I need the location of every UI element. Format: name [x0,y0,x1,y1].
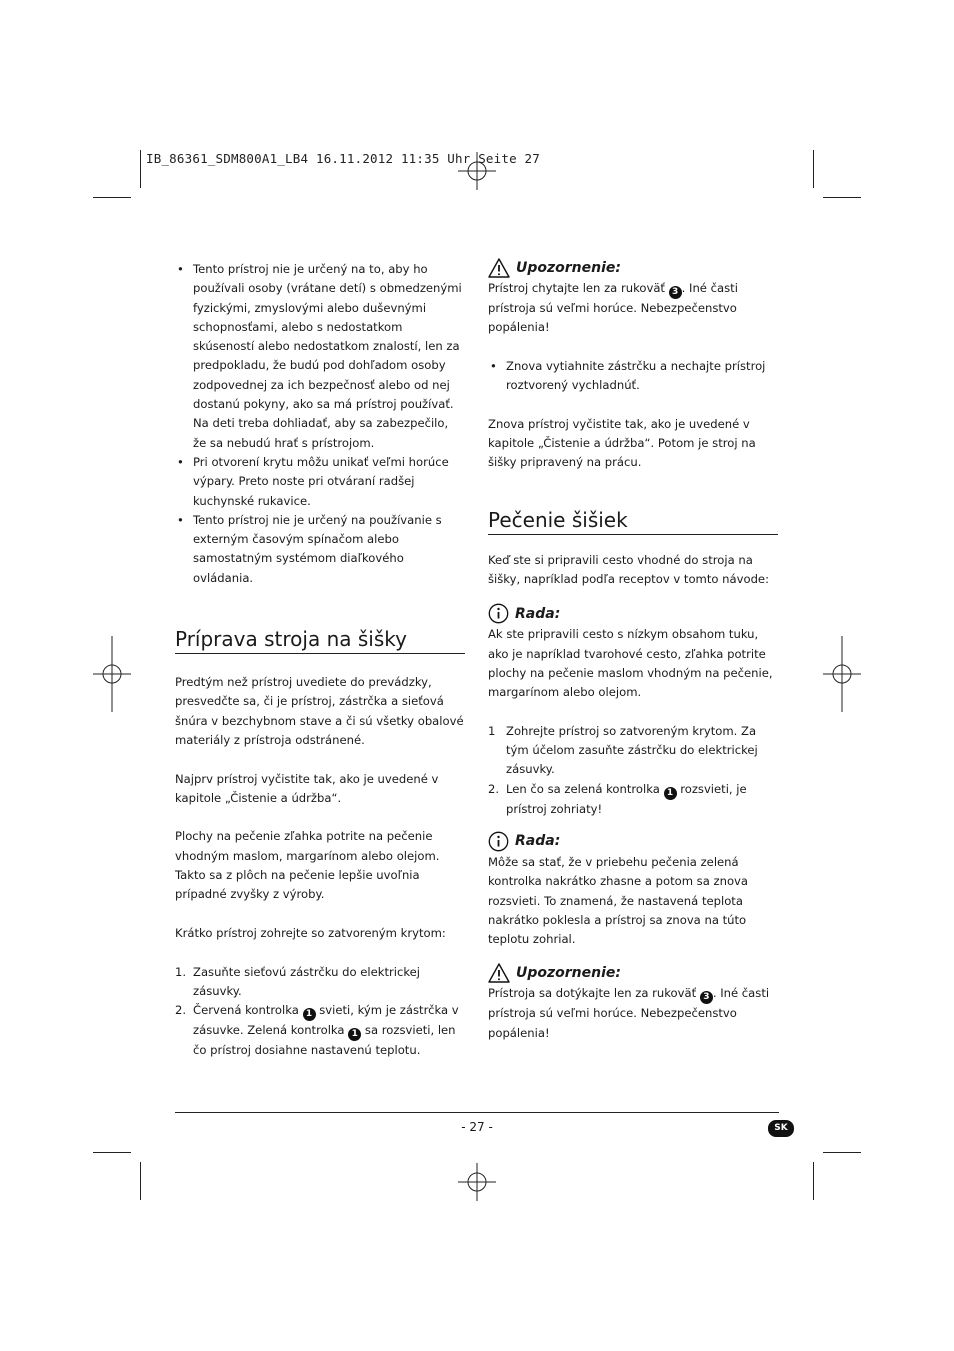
tip-text: Ak ste pripravili cesto s nízkym obsahom tuku, ako je napríklad tvarohové cesto, zľahka potrite plochy na pečenie maslom vhodným na pečenie, margarínom alebo olejom. [488,627,773,700]
registration-mark-icon [823,636,861,712]
step-text: Len čo sa zelená kontrolka [506,781,664,796]
warning-box [488,258,778,278]
warning-text-part: . Iné časti prístroja sú veľmi horúce. Nebezpečenstvo popálenia! [488,986,770,1040]
list-item: • Znova vytiahnite zástrčku a nechajte prístroj roztvorený vychladnúť. [488,357,778,396]
safety-bullet-list [175,260,465,588]
baking-steps [488,722,778,819]
warning-triangle-icon [488,963,510,983]
crop-mark [813,150,814,188]
step-number: 2. [175,1003,187,1018]
list-item [488,722,778,780]
crop-mark [823,1152,861,1153]
registration-mark-icon [93,636,131,712]
handle-number-icon: 3 [700,991,713,1004]
list-item: • Tento prístroj nie je určený na to, aby ho používali osoby (vrátane detí) s obmedzenými fyzickými, zmyslovými alebo duševnými schopnosťami, alebo s nedostatkom skúseností alebo nedostatkom znalostí, len za predpokladu, že budú pod dohľadom osoby zodpovednej za ich bezpečnosť alebo od nej dostanú pokyny, ako sa má prístroj používať. Na deti treba dohliadať, aby sa zabezpečilo, že sa nebudú hrať s prístrojom. [175,260,465,453]
warning-title: Upozornenie: [516,965,621,982]
crop-mark [93,1152,131,1153]
info-icon [488,603,509,624]
list-item: • Pri otvorení krytu môžu unikať veľmi horúce výpary. Preto noste pri otváraní radšej kuchynské rukavice. [175,453,465,511]
footer-rule [175,1112,779,1113]
indicator-number-icon: 1 [664,787,677,800]
paragraph: Predtým než prístroj uvediete do prevádzky, presvedčte sa, či je prístroj, zástrčka a sieťová šnúra v bezchybnom stave a či sú všetky obalové materiály z prístroja odstránené. [175,675,464,747]
left-column [175,260,465,1060]
crop-mark [813,1162,814,1200]
tip-box [488,603,778,624]
language-badge: SK [768,1120,794,1137]
crop-mark [823,197,861,198]
section-heading: Príprava stroja na šišky [175,626,465,654]
bullet-list [488,357,778,396]
step-text: Zasuňte sieťovú zástrčku do elektrickej zásuvky. [193,964,421,998]
registration-mark-icon [458,1163,496,1201]
page-number: - 27 - [461,1120,493,1134]
tip-box [488,831,778,852]
tip-title: Rada: [515,605,561,622]
warning-text [488,279,778,338]
step-number: 1. [175,964,187,979]
crop-mark [140,150,141,188]
section-heading: Pečenie šišiek [488,507,778,535]
paragraph: Znova prístroj vyčistite tak, ako je uvedené v kapitole „Čistenie a údržba“. Potom je stroj na šišky pripravený na prácu. [488,416,756,470]
registration-mark-icon [458,152,496,190]
tip-title: Rada: [515,833,561,850]
warning-text-part: Prístroja sa dotýkajte len za rukoväť [488,986,700,1001]
step-number: 2. [488,781,500,796]
tip-text: Môže sa stať, že v priebehu pečenia zelená kontrolka nakrátko zhasne a potom sa znova rozsvieti. To znamená, že nastavená teplota nakrátko poklesla a prístroj sa znova na túto teplotu zohrial. [488,854,749,947]
step-text: Zohrejte prístroj so zatvoreným krytom. Za tým účelom zasuňte zástrčku do elektrickej zásuvky. [506,723,758,777]
paragraph: Najprv prístroj vyčistite tak, ako je uvedené v kapitole „Čistenie a údržba“. [175,771,439,805]
paragraph: Plochy na pečenie zľahka potrite na pečenie vhodným maslom, margarínom alebo olejom. Takto sa z plôch na pečenie lepšie uvoľnia prípadné zvyšky z výroby. [175,829,440,902]
paragraph: Krátko prístroj zohrejte so zatvoreným krytom: [175,925,446,940]
list-item [175,963,465,1002]
info-icon [488,831,509,852]
paragraph: Keď ste si pripravili cesto vhodné do stroja na šišky, napríklad podľa receptov v tomto návode: [488,552,769,586]
preheat-steps [175,963,465,1061]
warning-text-part: . Iné časti prístroja sú veľmi horúce. Nebezpečenstvo popálenia! [488,281,738,335]
list-item: • Tento prístroj nie je určený na používanie s externým časovým spínačom alebo samostatným systémom diaľkového ovládania. [175,511,465,588]
warning-triangle-icon [488,258,510,278]
right-column [488,258,778,1043]
warning-title: Upozornenie: [516,260,621,276]
list-item [488,780,778,819]
handle-number-icon: 3 [669,286,682,299]
step-number: 1 [488,723,496,738]
crop-mark [140,1162,141,1200]
warning-box [488,963,778,983]
step-text: sa rozsvieti, len čo prístroj dosiahne nastavenú teplotu. [193,1023,456,1058]
step-text: rozsvieti, je prístroj zohriaty! [506,781,747,816]
step-text: Červená kontrolka [193,1003,303,1018]
list-item [175,1001,465,1060]
indicator-number-icon: 1 [303,1008,316,1021]
warning-text-part: Prístroj chytajte len za rukoväť [488,281,669,295]
step-text: svieti, kým je zástrčka v zásuvke. Zelená kontrolka [193,1003,459,1038]
crop-mark [93,197,131,198]
warning-text [488,984,778,1043]
indicator-number-icon: 1 [348,1028,361,1041]
print-slug: IB_86361_SDM800A1_LB4 16.11.2012 11:35 Uhr Seite 27 [146,151,541,166]
